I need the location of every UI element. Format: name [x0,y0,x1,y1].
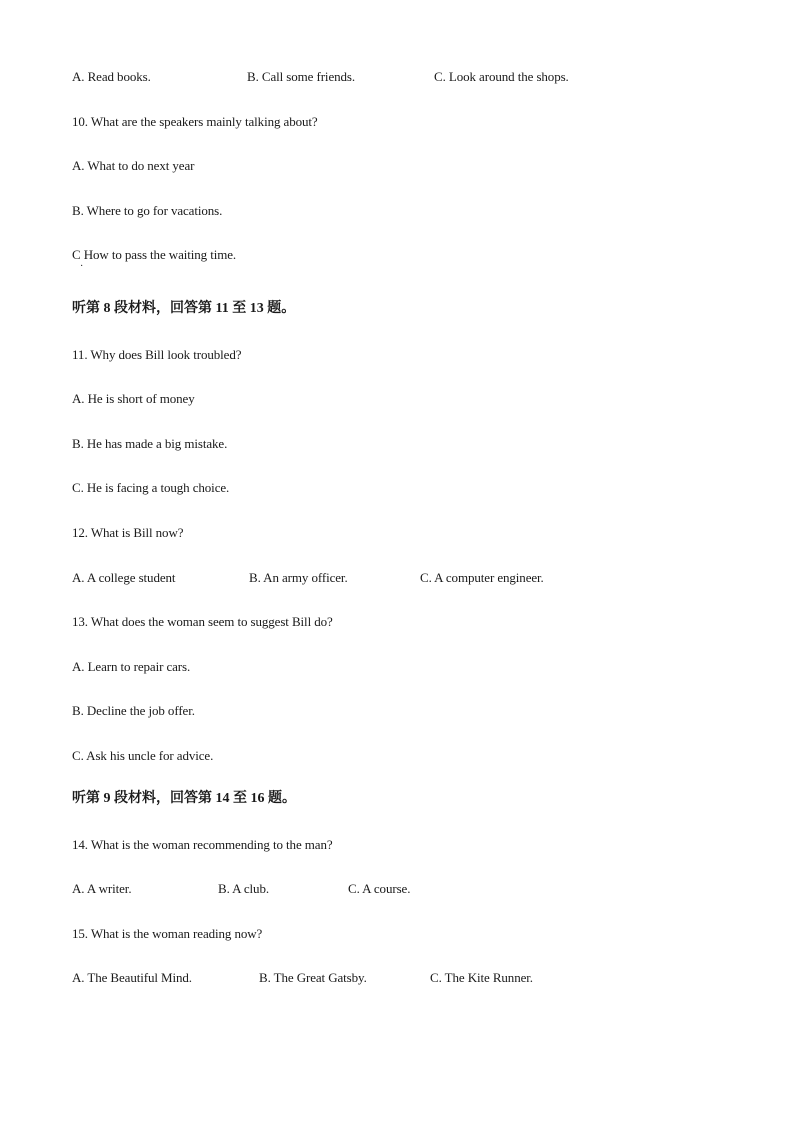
stray-dot: · [80,261,84,272]
q11-option-c: C. He is facing a tough choice. [72,480,230,495]
q12-question: 12. What is Bill now? [72,525,184,540]
q15-option-a: A. The Beautiful Mind. [72,970,192,985]
q13-option-c: C. Ask his uncle for advice. [72,748,214,763]
q11-question: 11. Why does Bill look troubled? [72,347,242,362]
q12-option-a: A. A college student [72,570,176,585]
q9-option-c: C. Look around the shops. [434,69,569,84]
q14-option-a: A. A writer. [72,881,132,896]
q14-option-c: C. A course. [348,881,411,896]
q15-question: 15. What is the woman reading now? [72,926,263,941]
q15-option-b: B. The Great Gatsby. [259,970,367,985]
section-9-heading: 听第 9 段材料，回答第 14 至 16 题。 [72,791,296,806]
q13-option-b: B. Decline the job offer. [72,703,195,718]
section-8-heading: 听第 8 段材料，回答第 11 至 13 题。 [72,301,296,316]
q12-option-b: B. An army officer. [249,570,348,585]
q14-question: 14. What is the woman recommending to the man? [72,837,333,852]
q10-option-c: C How to pass the waiting time. [72,247,237,262]
q15-option-c: C. The Kite Runner. [430,970,533,985]
q10-option-a: A. What to do next year [72,158,195,173]
q10-option-b: B. Where to go for vacations. [72,203,223,218]
q12-option-c: C. A computer engineer. [420,570,544,585]
q11-option-b: B. He has made a big mistake. [72,436,228,451]
q13-option-a: A. Learn to repair cars. [72,659,191,674]
q14-option-b: B. A club. [218,881,270,896]
q11-option-a: A. He is short of money [72,391,195,406]
q13-question: 13. What does the woman seem to suggest Bill do? [72,614,333,629]
q9-option-a: A. Read books. [72,69,151,84]
q9-option-b: B. Call some friends. [247,69,356,84]
q10-question: 10. What are the speakers mainly talking about? [72,114,318,129]
